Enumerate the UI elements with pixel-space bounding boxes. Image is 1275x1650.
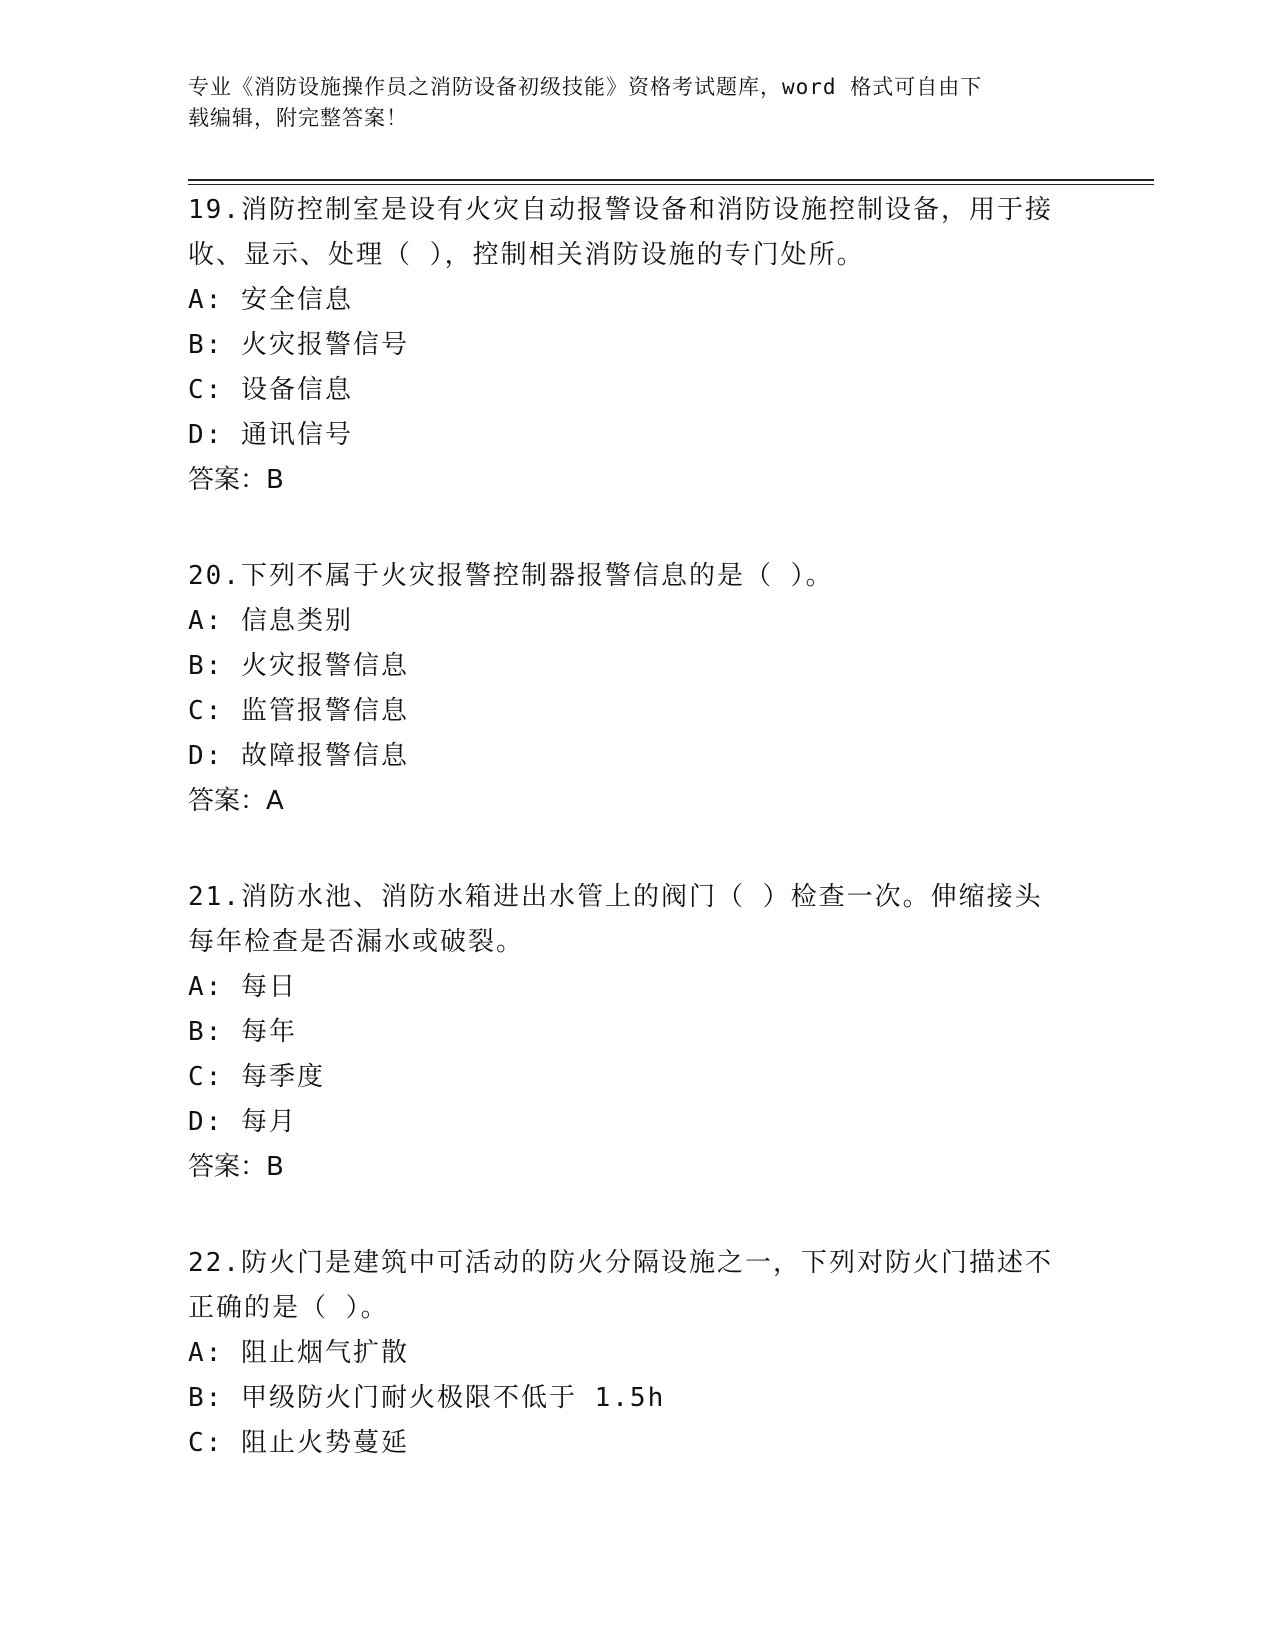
option-c: C: 设备信息 [188,375,353,405]
option-b: B: 火灾报警信息 [188,651,409,681]
option-a: A: 信息类别 [188,606,353,636]
header-divider-thin [188,184,1154,185]
question-stem-line-1: 21.消防水池、消防水箱进出水管上的阀门（ ）检查一次。伸缩接头 [188,882,1043,912]
question-19 [188,188,1088,503]
header-divider-thick [188,179,1154,181]
answer: 答案：A [188,786,284,816]
header-line-2: 载编辑，附完整答案！ [188,106,408,130]
document-header [188,72,1068,134]
option-d: D: 通讯信号 [188,420,353,450]
question-list [188,188,1088,1517]
option-b: B: 甲级防火门耐火极限不低于 1.5h [188,1383,666,1413]
option-d: D: 每月 [188,1107,297,1137]
question-stem-line-1: 22.防火门是建筑中可活动的防火分隔设施之一，下列对防火门描述不 [188,1248,1053,1278]
header-line-1: 专业《消防设施操作员之消防设备初级技能》资格考试题库，word 格式可自由下 [188,75,983,99]
option-b: B: 每年 [188,1017,297,1047]
option-a: A: 阻止烟气扩散 [188,1338,409,1368]
question-stem-line-1: 20.下列不属于火灾报警控制器报警信息的是（ ）。 [188,561,834,591]
question-20 [188,554,1088,824]
question-stem-line-2: 每年检查是否漏水或破裂。 [188,927,525,957]
question-stem-line-1: 19.消防控制室是设有火灾自动报警设备和消防设施控制设备，用于接 [188,195,1053,225]
answer: 答案：B [188,465,284,495]
question-22 [188,1241,1088,1466]
option-c: C: 阻止火势蔓延 [188,1428,409,1458]
question-stem-line-2: 收、显示、处理（ ），控制相关消防设施的专门处所。 [188,240,865,270]
option-a: A: 每日 [188,972,297,1002]
option-c: C: 监管报警信息 [188,696,409,726]
question-stem-line-2: 正确的是（ ）。 [188,1293,389,1323]
question-21 [188,875,1088,1190]
option-b: B: 火灾报警信号 [188,330,409,360]
option-a: A: 安全信息 [188,285,353,315]
option-c: C: 每季度 [188,1062,325,1092]
answer: 答案：B [188,1152,284,1182]
option-d: D: 故障报警信息 [188,741,409,771]
